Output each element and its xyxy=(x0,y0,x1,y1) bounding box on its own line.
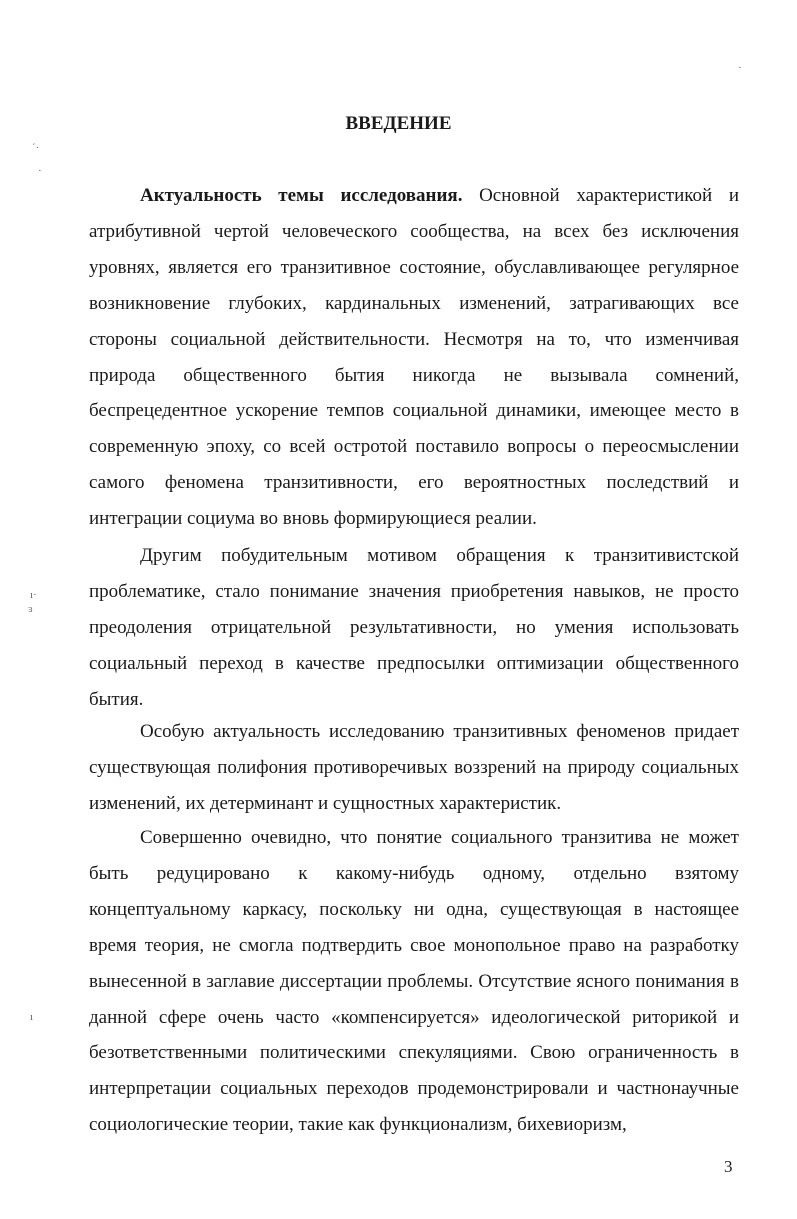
paragraph-transit-concept: Совершенно очевидно, что понятие социального транзитива не может быть редуцировано к какому-нибудь одному, отдельно взятому концептуальному каркасу, поскольку ни одна, существующая в настоящее время теория, не смогла подтвердить свое монопольное право на разработку вынесенной в заглавие диссертации проблемы. Отсутствие ясного понимания в данной сфере очень часто «компенсируется» идеологической риторикой и безответственными политическими спекуляциями. Свою ограниченность в интерпретации социальных переходов продемонстрировали и частнонаучные социологические теории, такие как функционализм, бихевиоризм, xyxy=(89,827,739,1136)
scan-mark: ı· xyxy=(30,589,37,601)
scan-mark: ˊ· xyxy=(32,142,40,154)
page-heading: ВВЕДЕНИЕ xyxy=(345,113,452,134)
scan-mark: · xyxy=(738,62,742,74)
paragraph-lead: Актуальность темы исследования. xyxy=(140,185,463,206)
scan-mark: ɜ xyxy=(28,603,33,615)
paragraph-polyphony: Особую актуальность исследованию транзитивных феноменов придает существующая полифония противоречивых воззрений на природу социальных изменений, их детерминант и сущностных характеристик. xyxy=(89,721,739,814)
paragraph-relevance xyxy=(89,178,739,537)
scan-mark: · xyxy=(38,165,42,177)
paragraph-text: Основной характеристикой и атрибутивной чертой человеческого сообщества, на всех без исключения уровнях, является его транзитивное состояние, обуславливающее регулярное возникновение глубоких, кардинальных изменений, затрагивающих все стороны социальной действительности. Несмотря на то, что изменчивая природа общественного бытия никогда не вызывала сомнений, беспрецедентное ускорение темпов социальной динамики, имеющее место в современную эпоху, со всей остротой поставило вопросы о переосмыслении самого феномена транзитивности, его вероятностных последствий и интеграции социума во вновь формирующиеся реалии. xyxy=(89,185,739,530)
paragraph-motive: Другим побудительным мотивом обращения к транзитивистской проблематике, стало понимание значения приобретения навыков, не просто преодоления отрицательной результативности, но умения использовать социальный переход в качестве предпосылки оптимизации общественного бытия. xyxy=(89,545,739,710)
page-number: 3 xyxy=(724,1157,733,1176)
scan-mark: ı xyxy=(30,1011,34,1023)
